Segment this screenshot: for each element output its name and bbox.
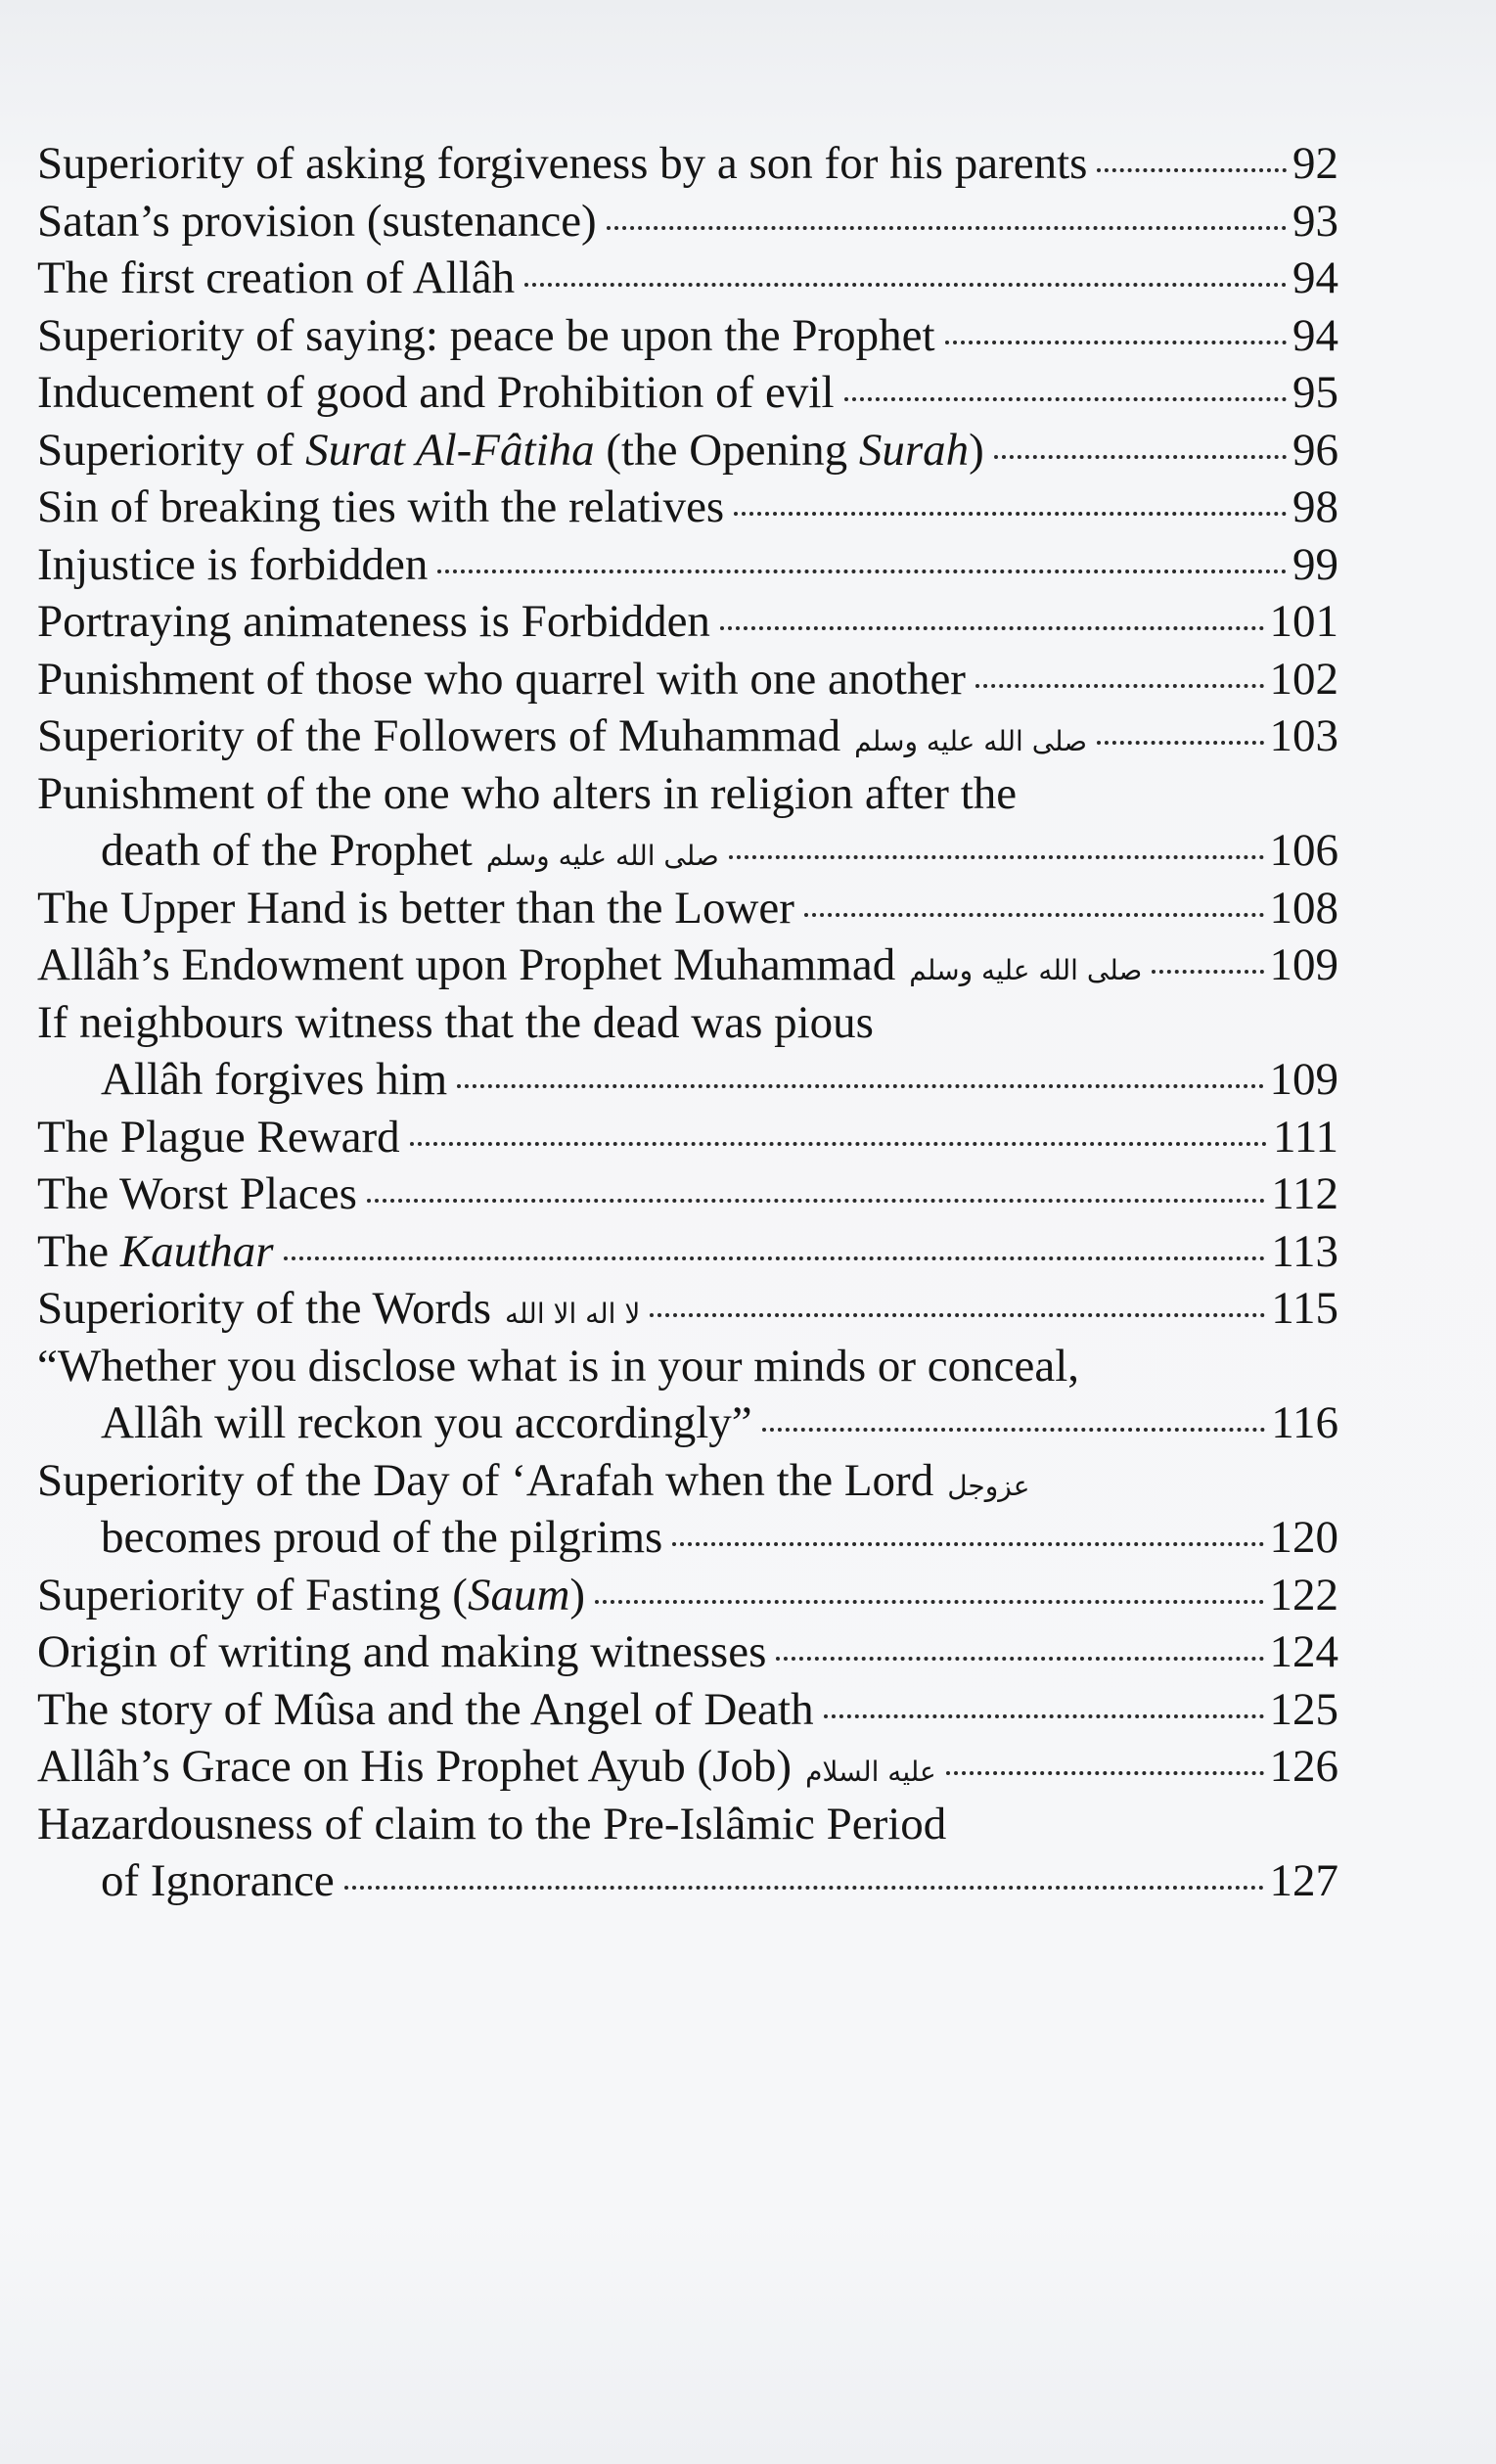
arabic-honorific: صلى الله عليه وسلم: [909, 954, 1143, 986]
toc-entry-title: Satan’s provision (sustenance): [37, 195, 597, 247]
dot-leader: [975, 684, 1264, 688]
toc-page-number: 96: [1292, 424, 1338, 476]
toc-entry: [37, 1394, 1338, 1452]
toc-entry-title: The Worst Places: [37, 1168, 357, 1219]
toc-page-number: 106: [1269, 825, 1338, 876]
dot-leader: [994, 455, 1287, 459]
toc-entry-title: Portraying animateness is Forbidden: [37, 596, 710, 647]
toc-entry: [37, 1738, 1338, 1796]
toc-page-number: 109: [1269, 1054, 1338, 1105]
toc-entry-title: Origin of writing and making witnesses: [37, 1626, 767, 1677]
toc-entry-title: The first creation of Allâh: [37, 252, 516, 303]
toc-entry: [37, 1338, 1338, 1395]
toc-page-number: 92: [1292, 138, 1338, 189]
toc-entry: [37, 651, 1338, 708]
toc-page-number: 101: [1269, 596, 1338, 647]
toc-entry: [37, 593, 1338, 651]
arabic-honorific: صلى الله عليه وسلم: [854, 725, 1088, 757]
toc-page-number: 108: [1269, 882, 1338, 934]
toc-entry-title: The Upper Hand is better than the Lower: [37, 882, 794, 934]
toc-page-number: 93: [1292, 195, 1338, 247]
dot-leader: [367, 1199, 1265, 1203]
dot-leader: [844, 397, 1287, 401]
dot-leader: [776, 1657, 1263, 1661]
toc-page-number: 122: [1269, 1569, 1338, 1620]
toc-entry-title: Superiority of the Words لا اله الا الله: [37, 1283, 641, 1334]
dot-leader: [524, 283, 1287, 287]
toc-entry: [37, 250, 1338, 307]
toc-entry-title: Superiority of Surat Al-Fâtiha (the Opening Surah): [37, 424, 984, 476]
arabic-honorific: صلى الله عليه وسلم: [485, 840, 719, 872]
dot-leader: [1097, 168, 1287, 172]
toc-page-number: 125: [1269, 1683, 1338, 1735]
toc-page-number: 94: [1292, 252, 1338, 303]
dot-leader: [945, 341, 1287, 344]
toc-page-number: 120: [1269, 1512, 1338, 1563]
toc-page-number: 109: [1269, 939, 1338, 990]
toc-entry-title: Superiority of the Followers of Muhammad صلى الله عليه وسلم: [37, 710, 1088, 761]
dot-leader: [729, 855, 1264, 859]
toc-entry: [37, 364, 1338, 422]
toc-entry-title: Injustice is forbidden: [37, 538, 429, 590]
toc-entry: [37, 1452, 1338, 1510]
toc-entry: [37, 536, 1338, 594]
dot-leader: [1152, 970, 1263, 974]
toc-page-number: 116: [1271, 1397, 1338, 1448]
toc-page-number: 113: [1271, 1225, 1338, 1277]
toc-page-number: 103: [1269, 710, 1338, 761]
dot-leader: [457, 1084, 1263, 1088]
toc-entry: [37, 765, 1338, 823]
toc-entry-title: death of the Prophet صلى الله عليه وسلم: [101, 825, 719, 876]
dot-leader: [734, 512, 1287, 516]
toc-entry: [37, 1223, 1338, 1281]
toc-entry-title: Allâh will reckon you accordingly”: [101, 1397, 752, 1448]
toc-entry: [37, 479, 1338, 536]
dot-leader: [946, 1771, 1264, 1775]
toc-entry-title: Superiority of the Day of ‘Arafah when the Lord عزوجل: [37, 1454, 1030, 1506]
toc-entry: [37, 1852, 1338, 1910]
toc-entry-title: Sin of breaking ties with the relatives: [37, 481, 725, 532]
toc-page-number: 112: [1271, 1168, 1338, 1219]
dot-leader: [284, 1256, 1266, 1260]
toc-entry: [37, 307, 1338, 365]
dot-leader: [824, 1714, 1264, 1718]
toc-entry: [37, 1509, 1338, 1567]
toc-entry: [37, 1051, 1338, 1109]
toc-page-number: 126: [1269, 1741, 1338, 1792]
dot-leader: [672, 1542, 1263, 1546]
toc-entry-title: Hazardousness of claim to the Pre-Islâmic Period: [37, 1798, 947, 1849]
toc-entry-title: Allâh’s Endowment upon Prophet Muhammad صلى الله عليه وسلم: [37, 939, 1143, 990]
toc-entry-title: Inducement of good and Prohibition of evil: [37, 367, 835, 418]
toc-entry: [37, 822, 1338, 880]
toc-entry-title: Allâh’s Grace on His Prophet Ayub (Job) عليه السلام: [37, 1741, 936, 1792]
toc-entry: [37, 880, 1338, 937]
toc-entry-title: If neighbours witness that the dead was pious: [37, 996, 874, 1048]
toc-entry: [37, 1796, 1338, 1853]
toc-entry: [37, 193, 1338, 251]
toc-entry: [37, 936, 1338, 994]
toc-entry-title: The Plague Reward: [37, 1111, 400, 1163]
toc-entry: [37, 1165, 1338, 1223]
toc-entry-title: “Whether you disclose what is in your minds or conceal,: [37, 1340, 1080, 1392]
toc-entry-title: Superiority of asking forgiveness by a son for his parents: [37, 138, 1088, 189]
toc-entry-title: of Ignorance: [101, 1855, 335, 1906]
dot-leader: [595, 1600, 1263, 1604]
arabic-honorific: عليه السلام: [805, 1756, 936, 1788]
toc-entry: [37, 1681, 1338, 1739]
dot-leader: [344, 1886, 1264, 1890]
dot-leader: [437, 570, 1287, 573]
toc-entry: [37, 1623, 1338, 1681]
toc-page-number: 98: [1292, 481, 1338, 532]
dot-leader: [650, 1313, 1265, 1317]
toc-page-number: 102: [1269, 653, 1338, 705]
toc-page-number: 124: [1269, 1626, 1338, 1677]
toc-entry-title: Punishment of the one who alters in religion after the: [37, 767, 1018, 819]
table-of-contents: [37, 135, 1338, 1910]
toc-entry-title: Superiority of Fasting (Saum): [37, 1569, 586, 1620]
toc-page-number: 115: [1271, 1283, 1338, 1334]
toc-entry-title: Superiority of saying: peace be upon the Prophet: [37, 309, 935, 361]
dot-leader: [607, 226, 1287, 230]
toc-page-number: 94: [1292, 309, 1338, 361]
toc-entry: [37, 1567, 1338, 1624]
dot-leader: [720, 626, 1264, 630]
dot-leader: [410, 1142, 1267, 1146]
toc-entry-title: The Kauthar: [37, 1225, 274, 1277]
toc-entry: [37, 994, 1338, 1052]
toc-entry: [37, 1109, 1338, 1166]
toc-entry: [37, 135, 1338, 193]
toc-entry: [37, 422, 1338, 479]
arabic-honorific: لا اله الا الله: [505, 1298, 641, 1330]
toc-page-number: 127: [1269, 1855, 1338, 1906]
dot-leader: [1097, 741, 1263, 745]
toc-entry: [37, 1280, 1338, 1338]
arabic-honorific: عزوجل: [947, 1469, 1030, 1502]
toc-entry-title: Punishment of those who quarrel with one another: [37, 653, 966, 705]
dot-leader: [762, 1428, 1266, 1432]
toc-page-number: 95: [1292, 367, 1338, 418]
toc-entry-title: becomes proud of the pilgrims: [101, 1512, 663, 1563]
dot-leader: [804, 913, 1264, 917]
toc-entry-title: Allâh forgives him: [101, 1054, 448, 1105]
toc-entry: [37, 707, 1338, 765]
toc-entry-title: The story of Mûsa and the Angel of Death: [37, 1683, 814, 1735]
toc-page-number: 99: [1292, 538, 1338, 590]
toc-page-number: 111: [1272, 1111, 1338, 1163]
